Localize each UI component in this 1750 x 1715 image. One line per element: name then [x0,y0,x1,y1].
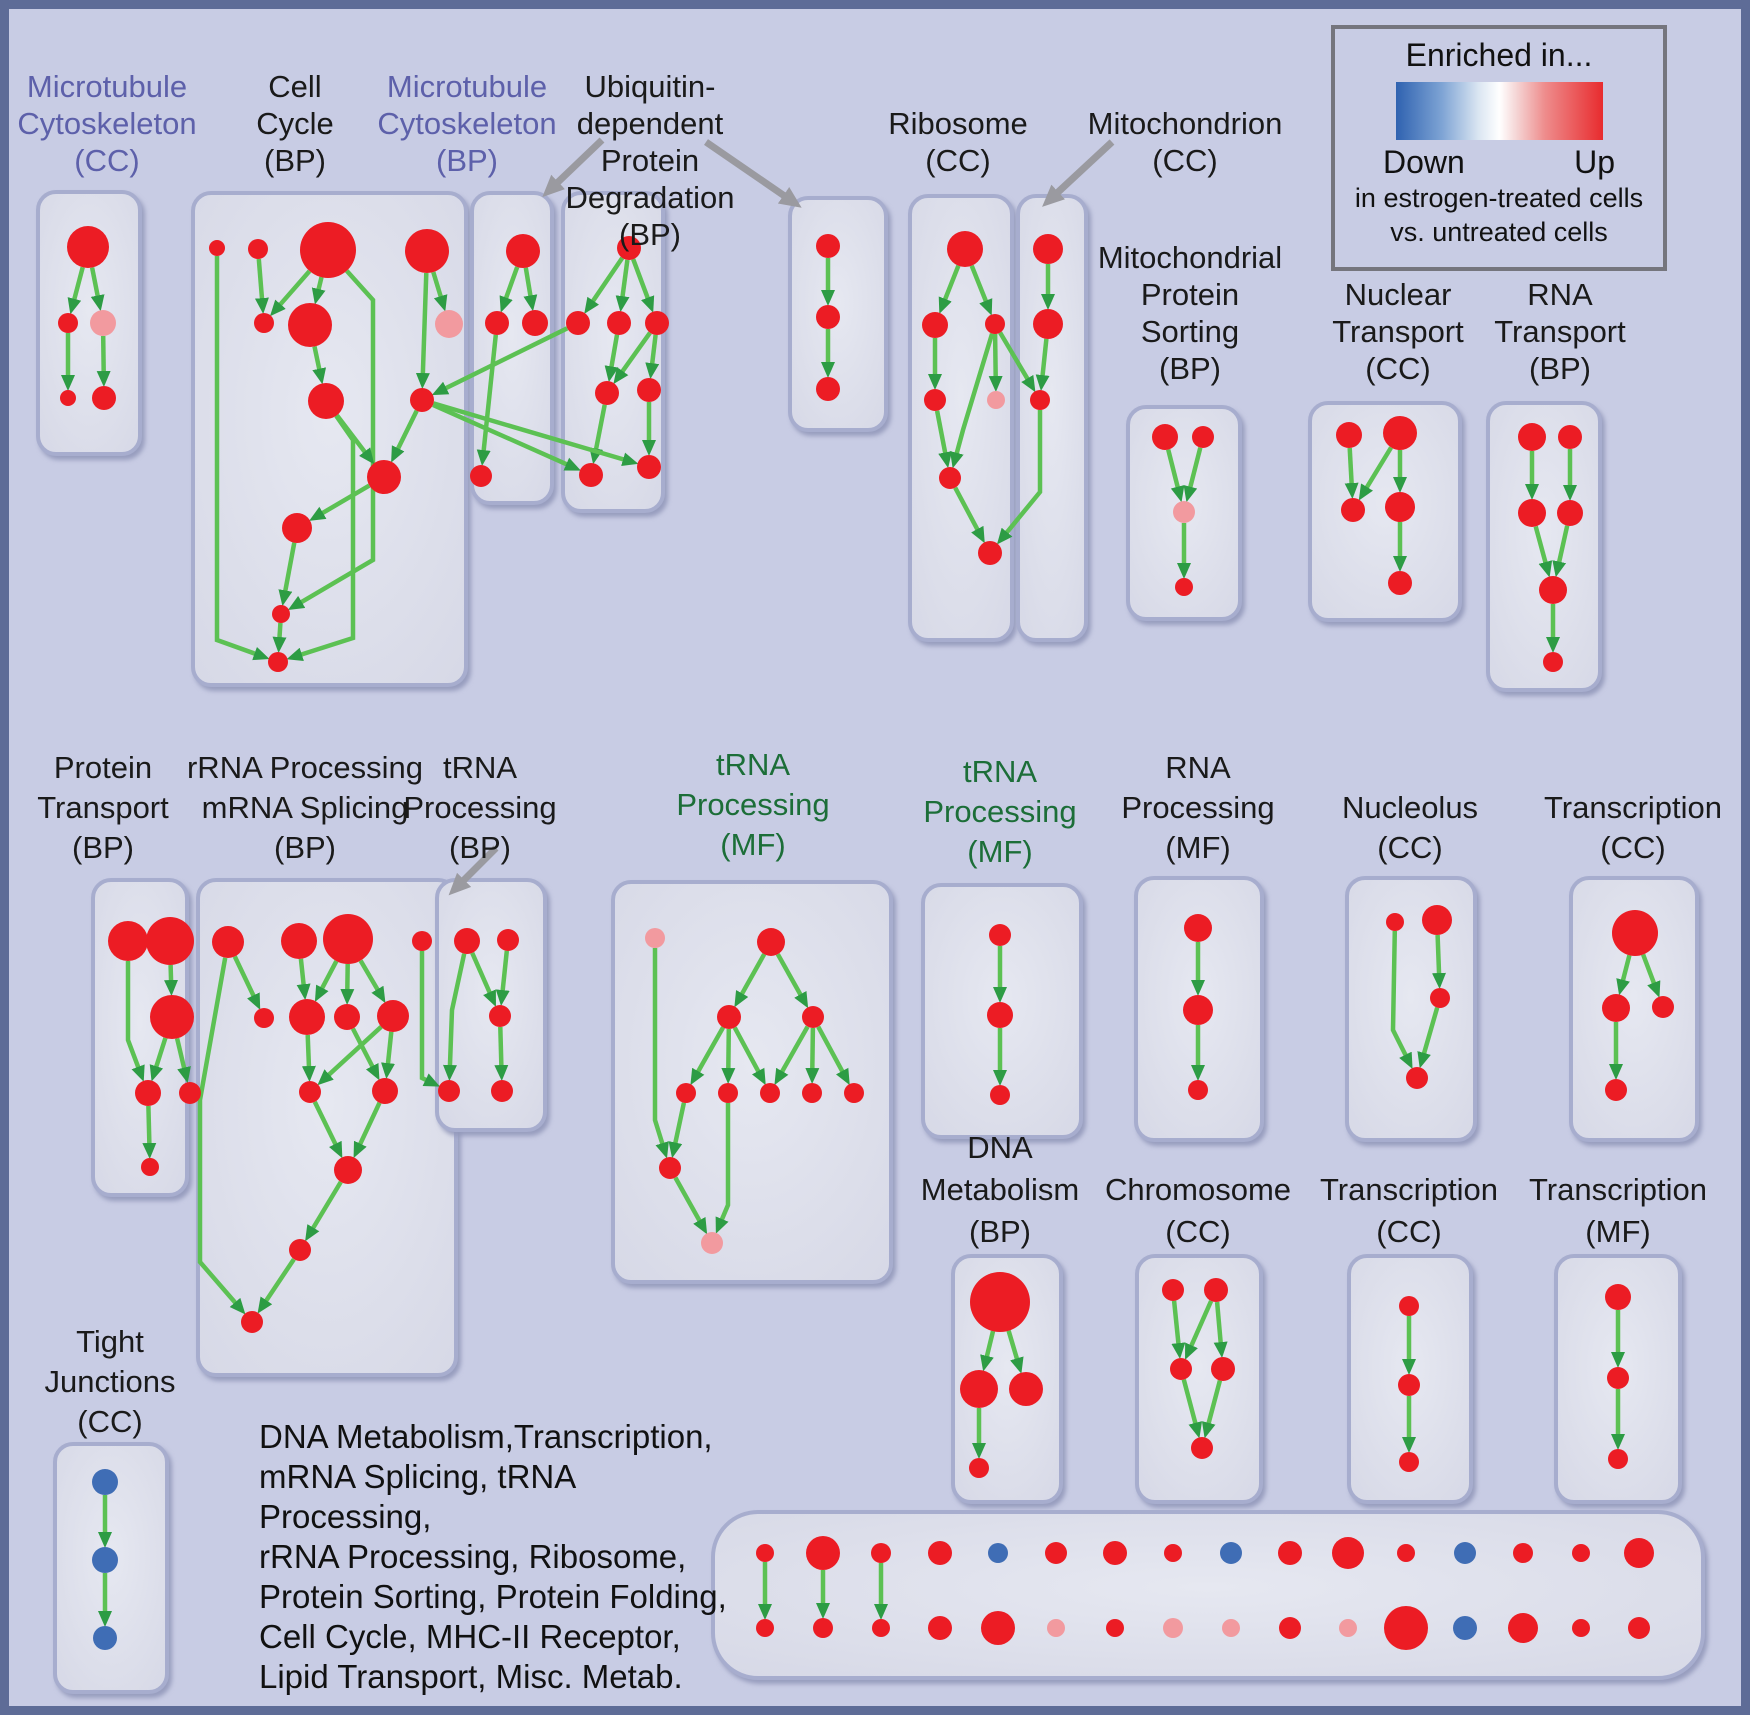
misc-cluster-node-13 [1513,1543,1533,1563]
legend [1331,25,1667,271]
protein-transport-bp-node-0 [108,921,148,961]
mito-sorting-bp-label: Mitochondrial Protein Sorting (BP) [1097,240,1283,386]
microtubule-bp2-label: Microtubule Cytoskeleton (BP) [377,69,557,178]
misc-note-line: mRNA Splicing, tRNA Processing, [259,1458,575,1535]
dna-metabolism-bp-node-3 [969,1458,989,1478]
rna-transport-bp-node-2 [1518,499,1546,527]
misc-note-line: Cell Cycle, MHC-II Receptor, [259,1618,681,1655]
rna-processing-mf-label: RNA Processing (MF) [1121,750,1275,865]
cell-cycle-bp-node-3 [405,229,449,273]
ribosome-cc-node-6 [978,541,1002,565]
nucleolus-cc-node-2 [1430,988,1450,1008]
protein-transport-bp-edge [148,1106,149,1145]
transcription-cc-a-node-1 [1602,994,1630,1022]
mitochondrion-cc-node-2 [1030,390,1050,410]
protein-transport-bp-node-5 [141,1158,159,1176]
cell-cycle-bp-node-2 [300,222,356,278]
ribosome-cc-node-3 [924,389,946,411]
cell-cycle-bp-node-6 [435,310,463,338]
legend-up-label: Up [1574,144,1615,180]
rrna-mrna-bp-node-6 [334,1004,360,1030]
cell-cycle-bp-label: Cell Cycle (BP) [256,69,334,178]
microtubule-cc-node-0 [67,226,109,268]
dna-metabolism-bp-node-1 [960,1370,998,1408]
cell-cycle-bp-node-5 [288,303,332,347]
mito-sorting-bp-node-3 [1175,578,1193,596]
trna-bp-node-2 [489,1005,511,1027]
chromosome-cc-label: Chromosome (CC) [1104,1172,1292,1249]
protein-transport-bp-node-1 [146,917,194,965]
rrna-mrna-bp-node-8 [299,1081,321,1103]
transcription-mf-node-1 [1607,1367,1629,1389]
microtubule-cc-edge [103,336,104,373]
ribosome-cc-node-2 [985,314,1005,334]
ubiquitin-bp-node-4 [595,381,619,405]
tight-junctions-cc-node-1 [92,1547,118,1573]
trna-mf-large-node-8 [844,1083,864,1103]
misc-cluster-node-9 [1278,1541,1302,1565]
trna-bp-edge [500,1027,501,1067]
nucleolus-cc-label: Nucleolus (CC) [1341,790,1479,865]
rna-processing-mf-node-0 [1184,914,1212,942]
microtubule-cc-node-3 [60,390,76,406]
nuclear-transport-cc-edge [1350,448,1352,485]
rrna-mrna-bp-node-12 [241,1311,263,1333]
chromosome-cc-node-0 [1162,1279,1184,1301]
misc-note-line: Lipid Transport, Misc. Metab. [259,1658,683,1695]
misc-cluster-node-16 [756,1619,774,1637]
transcription-cc-a-node-2 [1652,996,1674,1018]
misc-cluster-node-6 [1103,1541,1127,1565]
microtubule-cc-node-1 [58,313,78,333]
misc-cluster-node-18 [872,1619,890,1637]
rrna-mrna-bp-node-4 [254,1008,274,1028]
trna-bp-node-4 [491,1080,513,1102]
rna-transport-bp-node-4 [1539,576,1567,604]
trna-mf-large-node-1 [757,928,785,956]
legend-endpoints [1335,140,1663,181]
misc-note-line: rRNA Processing, Ribosome, [259,1538,687,1575]
cell-cycle-bp-node-10 [282,513,312,543]
misc-cluster-node-10 [1332,1537,1364,1569]
trna-bp-node-3 [438,1080,460,1102]
protein-transport-bp-node-4 [179,1082,201,1104]
misc-note-line: DNA Metabolism,Transcription, [259,1418,713,1455]
cell-cycle-bp-node-9 [367,460,401,494]
rna-transport-bp-label: RNA Transport (BP) [1494,277,1626,386]
misc-cluster-note [259,1417,729,1697]
misc-cluster-node-24 [1222,1619,1240,1637]
misc-cluster-node-2 [871,1543,891,1563]
misc-cluster-node-23 [1163,1618,1183,1638]
mitochondrion-cc-node-0 [1033,234,1063,264]
rrna-mrna-bp-edge [308,1035,309,1068]
rrna-mrna-bp-node-10 [334,1156,362,1184]
legend-down-label: Down [1383,144,1465,180]
ribosome-cc-node-5 [939,467,961,489]
misc-cluster-node-0 [756,1544,774,1562]
misc-cluster-node-28 [1453,1616,1477,1640]
tight-junctions-cc-node-2 [93,1626,117,1650]
misc-cluster-node-31 [1628,1617,1650,1639]
transcription-cc-b-label: Transcription (CC) [1319,1172,1499,1249]
dna-metabolism-bp-node-0 [970,1272,1030,1332]
trna-mf-large-node-7 [802,1083,822,1103]
nuclear-transport-cc-label: Nuclear Transport (CC) [1332,277,1464,386]
trna-mf-large-node-5 [718,1083,738,1103]
rrna-mrna-bp-node-7 [377,1000,409,1032]
trna-mf-large-node-2 [717,1005,741,1029]
rna-transport-bp-node-0 [1518,423,1546,451]
pointer-arrow [1056,142,1112,194]
mitochondrion-cc-node-1 [1033,309,1063,339]
trna-mf-large-node-9 [659,1157,681,1179]
ubiquitin-chain-node-1 [816,305,840,329]
ubiquitin-bp-node-5 [637,378,661,402]
misc-cluster-node-15 [1624,1538,1654,1568]
mitochondrion-cc-label: Mitochondrion (CC) [1087,106,1283,178]
ubiquitin-bp-node-3 [645,311,669,335]
nucleolus-cc-node-1 [1422,905,1452,935]
misc-cluster-node-22 [1106,1619,1124,1637]
ribosome-cc-edge [995,334,996,378]
trna-bp-node-1 [497,929,519,951]
microtubule-bp2-node-0 [506,234,540,268]
microtubule-bp2-node-2 [522,310,548,336]
legend-subtitle-2: vs. untreated cells [1390,217,1608,247]
misc-cluster-node-20 [981,1611,1015,1645]
rna-processing-mf-node-1 [1183,995,1213,1025]
misc-cluster-node-5 [1045,1542,1067,1564]
cell-cycle-bp-node-1 [248,239,268,259]
microtubule-bp2-node-3 [470,465,492,487]
nucleolus-cc-node-3 [1406,1067,1428,1089]
misc-cluster-node-29 [1508,1613,1538,1643]
transcription-cc-b-node-1 [1398,1374,1420,1396]
ribosome-cc-node-4 [987,391,1005,409]
mito-sorting-bp-node-2 [1173,501,1195,523]
nuclear-transport-cc-node-2 [1341,498,1365,522]
protein-transport-bp-node-2 [150,995,194,1039]
dna-metabolism-bp-label: DNA Metabolism (BP) [920,1130,1080,1249]
cell-cycle-bp-node-0 [209,240,225,256]
transcription-mf-label: Transcription (MF) [1528,1172,1708,1249]
trna-mf-large-node-6 [760,1083,780,1103]
rrna-mrna-bp-node-1 [281,923,317,959]
rna-transport-bp-node-1 [1558,425,1582,449]
ubiquitin-bp-node-7 [637,455,661,479]
misc-cluster-node-25 [1279,1617,1301,1639]
dna-metabolism-bp-node-2 [1009,1372,1043,1406]
misc-cluster-node-7 [1164,1544,1182,1562]
trna-mf-small-node-0 [989,924,1011,946]
misc-cluster-node-8 [1220,1542,1242,1564]
trna-bp-label: tRNA Processing (BP) [403,750,557,865]
trna-mf-small-node-2 [990,1085,1010,1105]
nuclear-transport-cc-node-1 [1383,416,1417,450]
trna-bp-node-0 [454,928,480,954]
cell-cycle-bp-node-11 [272,605,290,623]
trna-mf-large-node-4 [676,1083,696,1103]
trna-mf-large-node-3 [802,1006,824,1028]
rna-transport-bp-box [1488,403,1600,690]
transcription-cc-a-label: Transcription (CC) [1543,790,1723,865]
transcription-cc-b-node-2 [1399,1452,1419,1472]
trna-mf-large-node-10 [701,1232,723,1254]
transcription-cc-a-node-0 [1612,910,1658,956]
rrna-mrna-bp-label: rRNA Processing mRNA Splicing (BP) [186,750,424,865]
cell-cycle-bp-edge [318,277,321,291]
transcription-mf-node-2 [1608,1449,1628,1469]
protein-transport-bp-label: Protein Transport (BP) [37,750,169,865]
tight-junctions-cc-node-0 [92,1469,118,1495]
misc-cluster-node-1 [806,1536,840,1570]
rrna-mrna-bp-node-3 [412,931,432,951]
trna-mf-large-label: tRNA Processing (MF) [676,747,830,862]
ubiquitin-bp-node-2 [607,311,631,335]
trna-mf-large-node-0 [645,928,665,948]
ubiquitin-bp-node-1 [566,311,590,335]
nuclear-transport-cc-node-3 [1385,492,1415,522]
pointer-arrow [556,140,602,184]
protein-transport-bp-node-3 [135,1080,161,1106]
legend-subtitle-1: in estrogen-treated cells [1354,183,1644,213]
transcription-mf-node-0 [1605,1284,1631,1310]
misc-cluster-node-26 [1339,1619,1357,1637]
rna-processing-mf-node-2 [1188,1080,1208,1100]
microtubule-bp2-node-1 [485,311,509,335]
rrna-mrna-bp-edge [301,959,304,986]
nucleolus-cc-edge [1438,935,1440,975]
nuclear-transport-cc-node-4 [1388,571,1412,595]
misc-cluster-node-27 [1384,1606,1428,1650]
cell-cycle-bp-node-8 [410,388,434,412]
tight-junctions-cc-label: Tight Junctions (CC) [44,1324,176,1439]
ubiquitin-chain-node-0 [816,234,840,258]
mito-sorting-bp-node-1 [1192,426,1214,448]
rrna-mrna-bp-node-0 [212,926,244,958]
cell-cycle-bp-edge [279,623,280,639]
cell-cycle-bp-node-4 [254,313,274,333]
misc-cluster-node-30 [1572,1619,1590,1637]
cell-cycle-bp-node-7 [308,383,344,419]
chromosome-cc-node-4 [1191,1437,1213,1459]
misc-cluster-node-12 [1454,1542,1476,1564]
ribosome-cc-node-1 [922,312,948,338]
trna-mf-large-edge [728,1029,729,1070]
misc-cluster-node-17 [813,1618,833,1638]
misc-cluster-node-21 [1047,1619,1065,1637]
ribosome-cc-label: Ribosome (CC) [888,106,1028,178]
rrna-mrna-bp-node-5 [289,999,325,1035]
chromosome-cc-node-2 [1170,1358,1192,1380]
rrna-mrna-bp-node-11 [289,1239,311,1261]
chromosome-cc-box [1137,1256,1261,1502]
trna-mf-small-node-1 [987,1002,1013,1028]
trna-mf-small-label: tRNA Processing (MF) [923,754,1077,869]
misc-cluster-node-3 [928,1541,952,1565]
trna-mf-large-edge [812,1028,813,1070]
nucleolus-cc-node-0 [1386,913,1404,931]
misc-cluster-box [713,1512,1703,1678]
rrna-mrna-bp-node-9 [372,1078,398,1104]
microtubule-cc-label: Microtubule Cytoskeleton (CC) [17,69,197,178]
rrna-mrna-bp-node-2 [323,914,373,964]
rna-transport-bp-node-5 [1543,652,1563,672]
cell-cycle-bp-node-12 [268,652,288,672]
protein-transport-bp-edge [171,965,172,982]
transcription-cc-a-node-3 [1605,1079,1627,1101]
misc-cluster-node-14 [1572,1544,1590,1562]
misc-cluster-node-4 [988,1543,1008,1563]
misc-cluster-node-19 [928,1616,952,1640]
nuclear-transport-cc-node-0 [1336,422,1362,448]
ubiquitin-bp-node-6 [579,463,603,487]
chromosome-cc-node-1 [1204,1278,1228,1302]
ribosome-cc-node-0 [947,231,983,267]
chromosome-cc-node-3 [1211,1357,1235,1381]
rna-transport-bp-node-3 [1557,500,1583,526]
misc-note-line: Protein Sorting, Protein Folding, [259,1578,727,1615]
microtubule-cc-node-2 [90,310,116,336]
microtubule-cc-node-4 [92,386,116,410]
ubiquitin-bp-label: Ubiquitin-dependent Protein Degradation (BP) [565,69,735,252]
nucleolus-cc-box [1347,878,1475,1140]
transcription-cc-b-node-0 [1399,1296,1419,1316]
ubiquitin-chain-node-2 [816,377,840,401]
misc-cluster-node-11 [1397,1544,1415,1562]
legend-title: Enriched in... [1405,37,1593,73]
legend-gradient-bar [1396,82,1603,140]
mito-sorting-bp-node-0 [1152,424,1178,450]
